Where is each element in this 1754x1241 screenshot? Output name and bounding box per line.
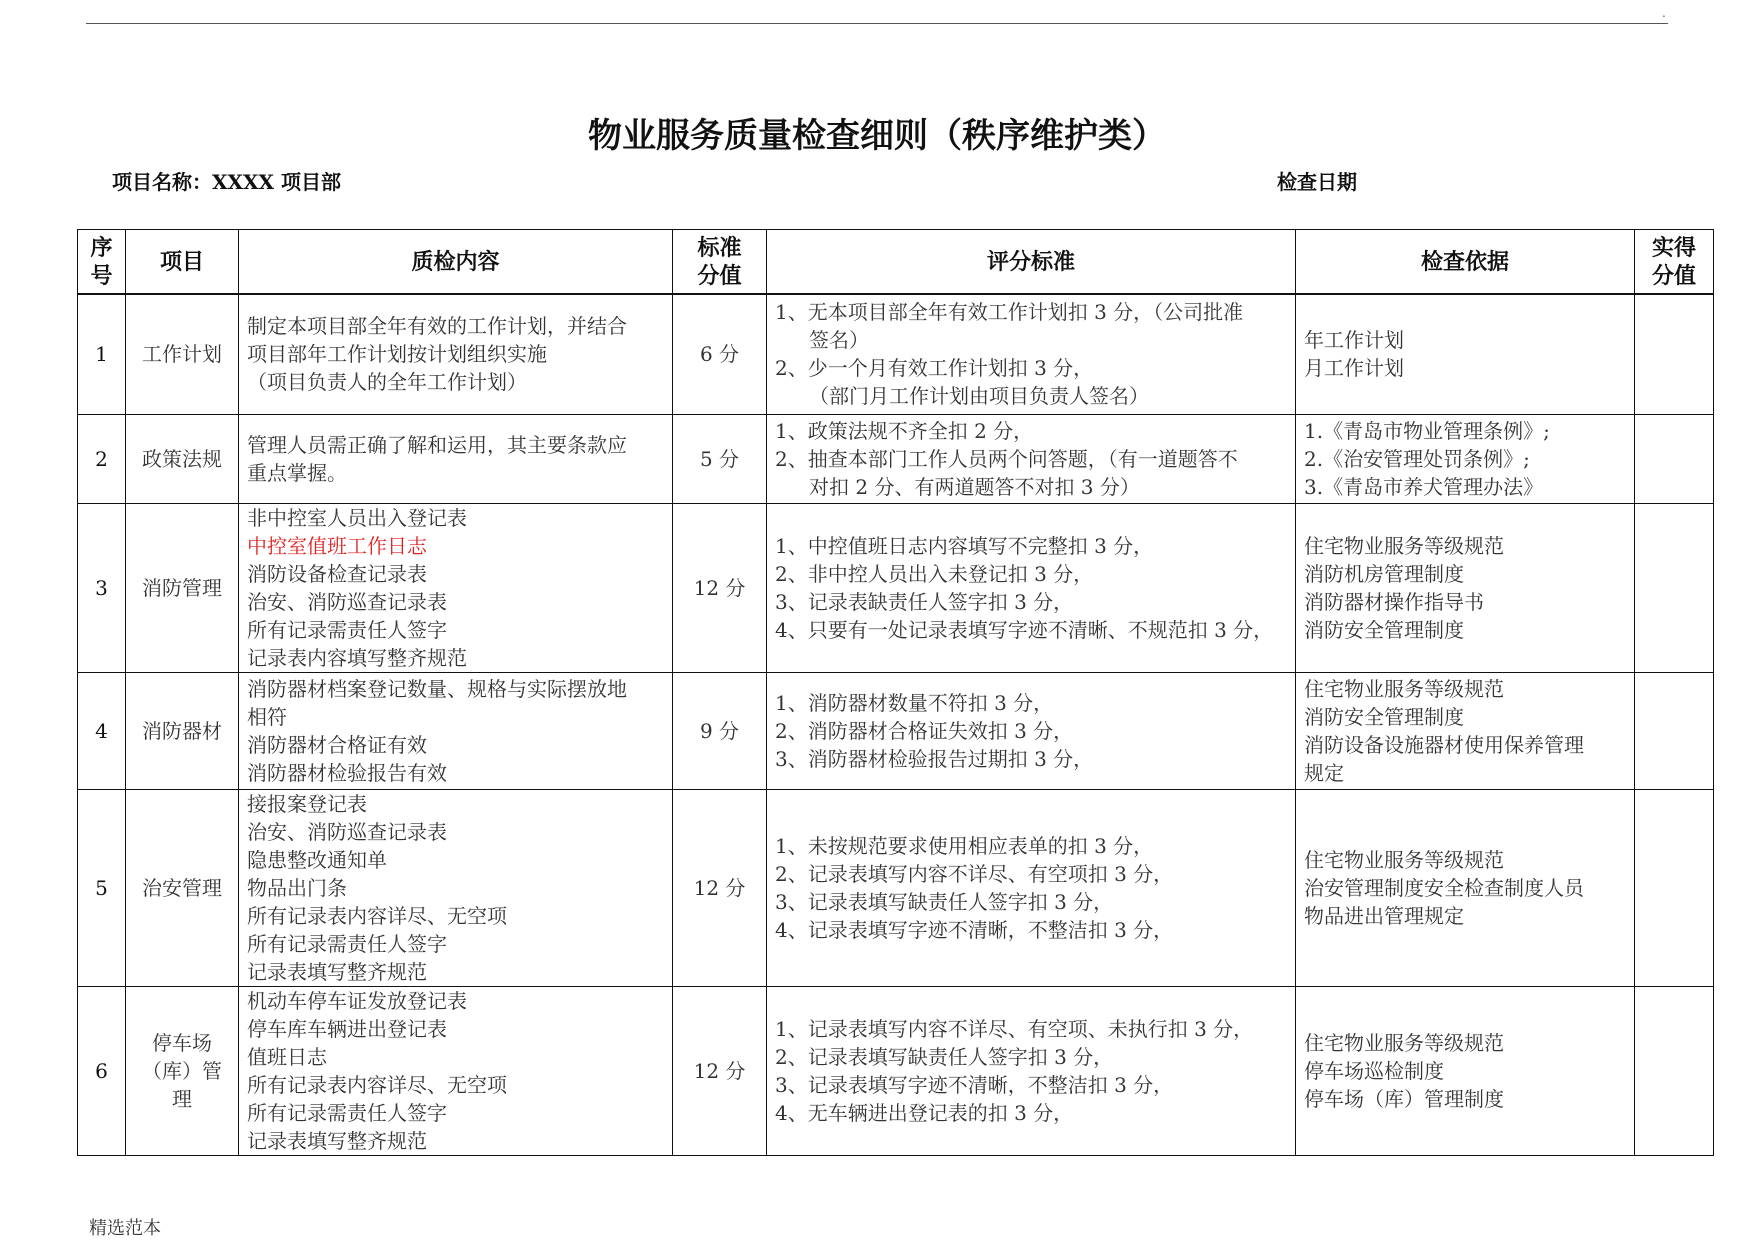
basis-line: 住宅物业服务等级规范 — [1304, 1030, 1504, 1055]
row-seq-cell — [78, 414, 126, 503]
row-score-value: 12 分 — [693, 1058, 746, 1083]
header-seq-line: 号 — [90, 262, 113, 289]
row-item-label: （库）管 — [142, 1058, 222, 1083]
basis-line: 消防安全管理制度 — [1304, 704, 1464, 729]
content-line: 值班日志 — [247, 1044, 327, 1069]
content-line: 机动车停车证发放登记表 — [247, 988, 467, 1013]
row-basis-cell — [1296, 503, 1635, 672]
criteria-line: 4、无车辆进出登记表的扣 3 分， — [775, 1100, 1074, 1125]
content-line: 所有记录表内容详尽、无空项 — [247, 1072, 507, 1097]
content-line: （项目负责人的全年工作计划） — [247, 370, 527, 395]
row-item-cell — [126, 789, 239, 986]
content-line: 记录表填写整齐规范 — [247, 1128, 427, 1153]
table-row — [78, 986, 1714, 1155]
row-seq-cell — [78, 789, 126, 986]
row-score-value: 12 分 — [693, 575, 746, 600]
criteria-line: 1、政策法规不齐全扣 2 分， — [775, 418, 1034, 443]
content-line: 所有记录需责任人签字 — [247, 1100, 447, 1125]
basis-line: 住宅物业服务等级规范 — [1304, 533, 1504, 558]
content-line: 所有记录需责任人签字 — [247, 617, 447, 642]
row-criteria-cell — [767, 503, 1296, 672]
criteria-line: 2、抽查本部门工作人员两个问答题，（有一道题答不 — [775, 446, 1238, 471]
basis-line: 物品进出管理规定 — [1304, 903, 1464, 928]
criteria-line: 2、记录表填写内容不详尽、有空项扣 3 分， — [775, 861, 1174, 886]
row-seq-number: 2 — [95, 446, 108, 471]
row-score-cell — [673, 986, 767, 1155]
row-score-value: 5 分 — [699, 446, 740, 471]
row-item-label: 政策法规 — [142, 446, 222, 471]
row-item-cell — [126, 503, 239, 672]
content-line: 所有记录需责任人签字 — [247, 931, 447, 956]
row-criteria-cell — [767, 414, 1296, 503]
row-score-value: 6 分 — [699, 342, 740, 367]
header-seq — [78, 230, 126, 295]
row-content-cell — [239, 672, 673, 789]
row-basis-cell — [1296, 986, 1635, 1155]
criteria-line: 2、消防器材合格证失效扣 3 分， — [775, 718, 1074, 743]
content-line: 消防器材合格证有效 — [247, 732, 427, 757]
criteria-line: 2、非中控人员出入未登记扣 3 分， — [775, 561, 1094, 586]
row-seq-cell — [78, 986, 126, 1155]
row-score-cell — [673, 503, 767, 672]
document-title: 物业服务质量检查细则（秩序维护类） — [588, 116, 1166, 156]
row-item-label: 消防管理 — [142, 575, 222, 600]
header-criteria: 评分标准 — [767, 230, 1296, 295]
row-basis-cell — [1296, 789, 1635, 986]
row-seq-number: 6 — [95, 1058, 108, 1083]
content-line: 停车库车辆进出登记表 — [247, 1016, 447, 1041]
row-score-cell — [673, 414, 767, 503]
row-score-cell — [673, 672, 767, 789]
content-line: 所有记录表内容详尽、无空项 — [247, 903, 507, 928]
row-seq-cell — [78, 294, 126, 414]
row-score-cell — [673, 789, 767, 986]
criteria-line: 3、消防器材检验报告过期扣 3 分， — [775, 746, 1094, 771]
inspection-table — [77, 229, 1714, 1156]
footer-note: 精选范本 — [89, 1218, 161, 1239]
basis-line: 1.《青岛市物业管理条例》; — [1304, 418, 1550, 443]
row-item-cell — [126, 294, 239, 414]
row-actual-score-cell — [1635, 672, 1714, 789]
basis-line: 消防机房管理制度 — [1304, 561, 1464, 586]
content-line: 消防器材检验报告有效 — [247, 760, 447, 785]
basis-line: 停车场巡检制度 — [1304, 1058, 1444, 1083]
table-row — [78, 414, 1714, 503]
row-criteria-cell — [767, 789, 1296, 986]
basis-line: 年工作计划 — [1304, 328, 1404, 353]
row-seq-cell — [78, 503, 126, 672]
basis-line: 规定 — [1304, 760, 1344, 785]
header-basis: 检查依据 — [1296, 230, 1635, 295]
row-basis-cell — [1296, 672, 1635, 789]
table-header-row — [78, 230, 1714, 295]
row-seq-number: 3 — [95, 575, 108, 600]
row-score-value: 9 分 — [699, 718, 740, 743]
row-item-label: 理 — [172, 1086, 192, 1111]
criteria-line: 4、记录表填写字迹不清晰，不整洁扣 3 分， — [775, 917, 1174, 942]
criteria-line: 1、未按规范要求使用相应表单的扣 3 分， — [775, 833, 1154, 858]
row-score-value: 12 分 — [693, 875, 746, 900]
content-line: 重点掌握。 — [247, 460, 347, 485]
content-line: 隐患整改通知单 — [247, 847, 387, 872]
header-score-line: 分值 — [697, 262, 742, 289]
row-seq-number: 4 — [95, 718, 108, 743]
content-line: 非中控室人员出入登记表 — [247, 505, 467, 530]
content-line: 消防器材档案登记数量、规格与实际摆放地 — [247, 676, 627, 701]
table-body — [78, 294, 1714, 1155]
basis-line: 2.《治安管理处罚条例》; — [1304, 446, 1530, 471]
row-item-label: 治安管理 — [142, 875, 222, 900]
row-criteria-cell — [767, 672, 1296, 789]
criteria-line: 2、少一个月有效工作计划扣 3 分， — [775, 356, 1094, 381]
content-line: 相符 — [247, 704, 287, 729]
criteria-line: 3、记录表缺责任人签字扣 3 分， — [775, 589, 1074, 614]
row-item-cell — [126, 986, 239, 1155]
header-item: 项目 — [126, 230, 239, 295]
criteria-line: 签名） — [809, 328, 869, 353]
row-basis-cell — [1296, 294, 1635, 414]
content-line: 记录表内容填写整齐规范 — [247, 645, 467, 670]
row-basis-cell — [1296, 414, 1635, 503]
row-content-cell — [239, 503, 673, 672]
table-row — [78, 672, 1714, 789]
criteria-line: 2、记录表填写缺责任人签字扣 3 分， — [775, 1044, 1114, 1069]
inspection-date-label: 检查日期 — [1277, 170, 1357, 194]
row-item-label: 停车场 — [152, 1030, 212, 1055]
criteria-line: 1、记录表填写内容不详尽、有空项、未执行扣 3 分， — [775, 1016, 1254, 1041]
row-content-cell — [239, 414, 673, 503]
row-criteria-cell — [767, 986, 1296, 1155]
basis-line: 住宅物业服务等级规范 — [1304, 676, 1504, 701]
table-row — [78, 503, 1714, 672]
row-content-cell — [239, 986, 673, 1155]
content-line: 制定本项目部全年有效的工作计划，并结合 — [247, 314, 627, 339]
basis-line: 消防器材操作指导书 — [1304, 589, 1484, 614]
header-mark: . — [1662, 6, 1666, 20]
criteria-line: 3、记录表填写缺责任人签字扣 3 分， — [775, 889, 1114, 914]
content-line: 记录表填写整齐规范 — [247, 959, 427, 984]
row-actual-score-cell — [1635, 294, 1714, 414]
criteria-line: 对扣 2 分、有两道题答不对扣 3 分） — [809, 474, 1140, 499]
content-line: 治安、消防巡查记录表 — [247, 589, 447, 614]
basis-line: 住宅物业服务等级规范 — [1304, 847, 1504, 872]
criteria-line: （部门月工作计划由项目负责人签名） — [809, 384, 1149, 409]
row-seq-number: 5 — [95, 875, 108, 900]
basis-line: 月工作计划 — [1304, 356, 1404, 381]
row-item-cell — [126, 414, 239, 503]
basis-line: 停车场（库）管理制度 — [1304, 1086, 1504, 1111]
row-actual-score-cell — [1635, 503, 1714, 672]
content-line: 管理人员需正确了解和运用，其主要条款应 — [247, 432, 627, 457]
row-content-cell — [239, 789, 673, 986]
header-score — [673, 230, 767, 295]
header-content: 质检内容 — [239, 230, 673, 295]
header-seq-line: 序 — [90, 234, 113, 261]
criteria-line: 1、中控值班日志内容填写不完整扣 3 分， — [775, 533, 1154, 558]
header-actual-line: 分值 — [1651, 262, 1696, 289]
header-score-line: 标准 — [697, 234, 742, 261]
header-actual-line: 实得 — [1651, 234, 1696, 261]
row-item-label: 工作计划 — [142, 342, 222, 367]
header-actual — [1635, 230, 1714, 295]
criteria-line: 4、只要有一处记录表填写字迹不清晰、不规范扣 3 分， — [775, 617, 1274, 642]
row-criteria-cell — [767, 294, 1296, 414]
basis-line: 消防设备设施器材使用保养管理 — [1304, 732, 1584, 757]
row-actual-score-cell — [1635, 414, 1714, 503]
criteria-line: 1、无本项目部全年有效工作计划扣 3 分，（公司批准 — [775, 300, 1244, 325]
table-row — [78, 789, 1714, 986]
criteria-line: 3、记录表填写字迹不清晰，不整洁扣 3 分， — [775, 1072, 1174, 1097]
basis-line: 3.《青岛市养犬管理办法》 — [1304, 474, 1544, 499]
content-line: 项目部年工作计划按计划组织实施 — [247, 342, 547, 367]
row-item-cell — [126, 672, 239, 789]
row-actual-score-cell — [1635, 986, 1714, 1155]
row-content-cell — [239, 294, 673, 414]
row-seq-cell — [78, 672, 126, 789]
content-line: 治安、消防巡查记录表 — [247, 819, 447, 844]
row-score-cell — [673, 294, 767, 414]
project-name-label: 项目名称：XXXX 项目部 — [112, 170, 342, 194]
row-actual-score-cell — [1635, 789, 1714, 986]
header-rule — [86, 23, 1668, 24]
content-line: 物品出门条 — [247, 875, 347, 900]
table-row — [78, 294, 1714, 414]
row-item-label: 消防器材 — [142, 718, 222, 743]
content-line: 消防设备检查记录表 — [247, 561, 427, 586]
basis-line: 消防安全管理制度 — [1304, 617, 1464, 642]
content-line: 接报案登记表 — [247, 791, 367, 816]
basis-line: 治安管理制度安全检查制度人员 — [1304, 875, 1584, 900]
content-line: 中控室值班工作日志 — [247, 533, 427, 558]
criteria-line: 1、消防器材数量不符扣 3 分， — [775, 690, 1054, 715]
row-seq-number: 1 — [95, 342, 108, 367]
